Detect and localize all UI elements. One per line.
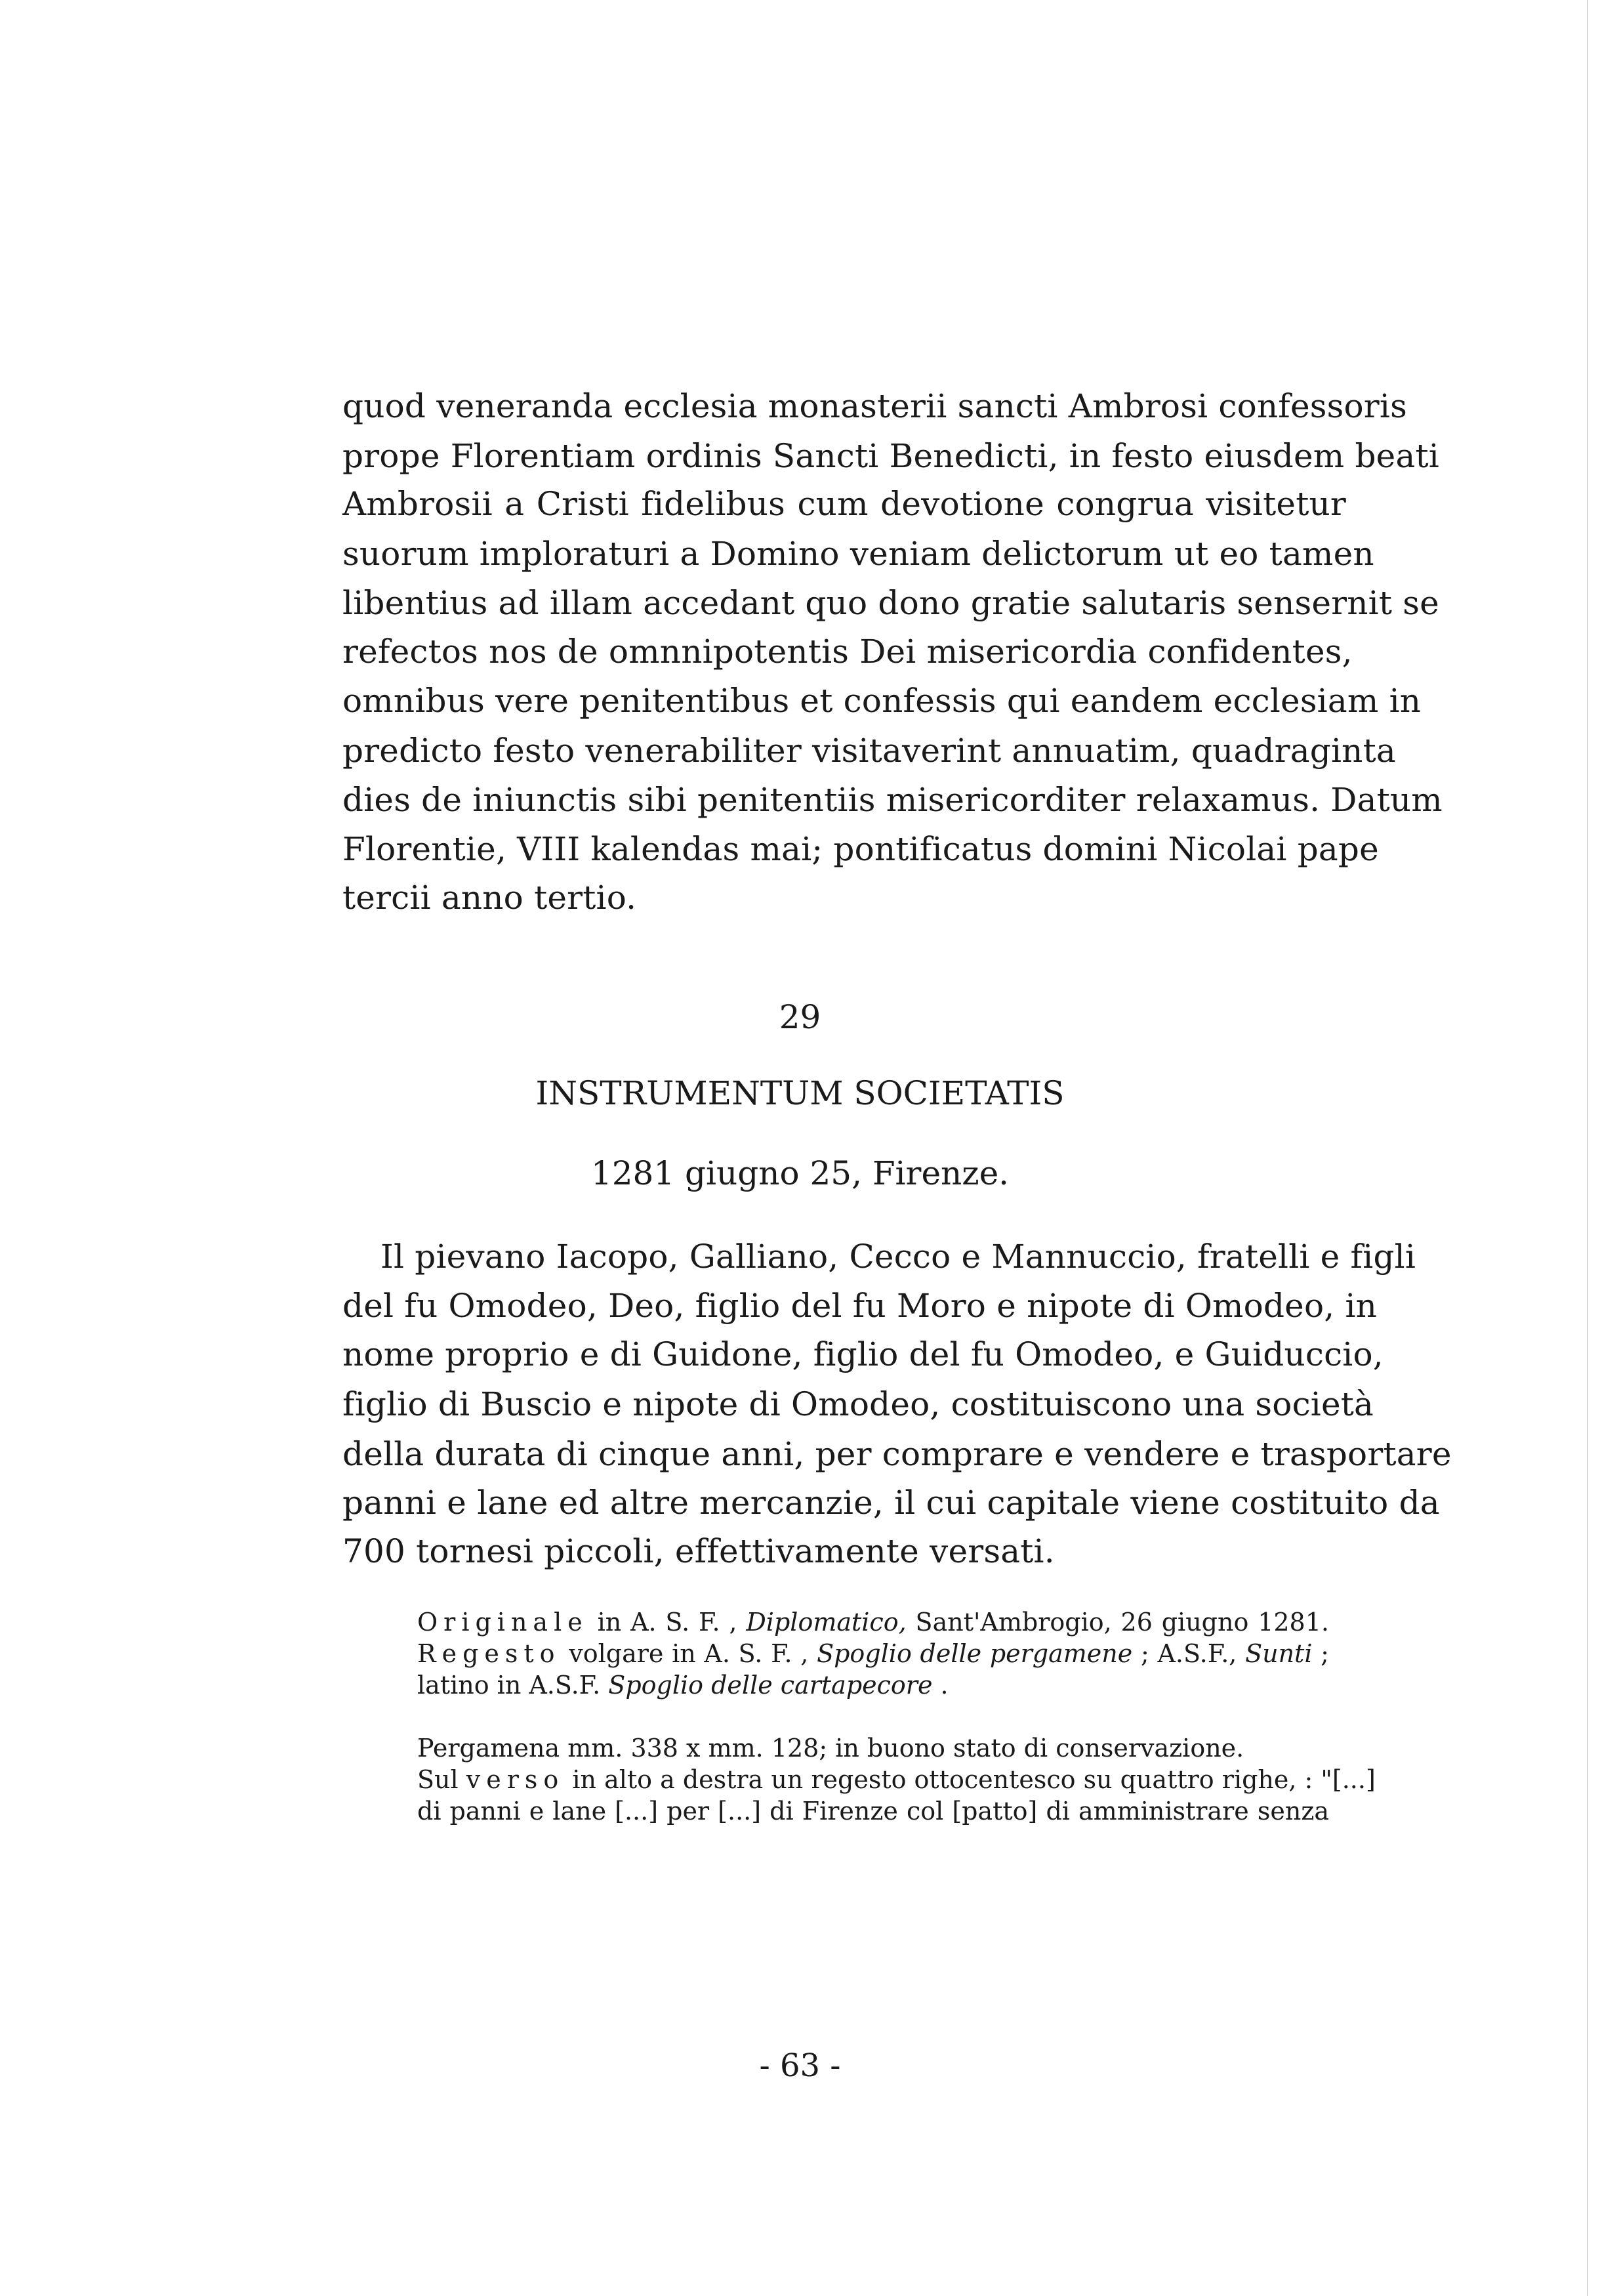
document-date: 1281 giugno 25, Firenze.	[590, 1154, 1010, 1192]
text-line: Il pievano Iacopo, Galliano, Cecco e Mannuccio, fratelli e figli	[380, 1238, 1416, 1276]
note-last-line: di panni e lane [...] per [...] di Firenze col [patto] di amministrare senza	[417, 1797, 1329, 1826]
text-line: figlio di Buscio e nipote di Omodeo, costituiscono una società	[342, 1385, 1374, 1423]
text-line: panni e lane ed altre mercanzie, il cui capitale viene costituito da	[342, 1484, 1440, 1522]
text-line: libentius ad illam accedant quo dono gratie salutaris sensernit se	[342, 584, 1439, 622]
note-latino	[417, 1669, 1329, 1701]
note-text: ;	[1321, 1639, 1329, 1668]
note-text: latino in A.S.F.	[417, 1671, 601, 1700]
note-regesto	[417, 1638, 1329, 1669]
text-line: refectos nos de omnnipotentis Dei misericordia confidentes,	[342, 633, 1353, 671]
text-line: dies de iniunctis sibi penitentiis misericorditer relaxamus. Datum	[342, 781, 1443, 819]
document-title: INSTRUMENTUM SOCIETATIS	[535, 1074, 1065, 1112]
page-number: - 63 -	[759, 2047, 841, 2084]
originale-label: Originale	[417, 1608, 588, 1637]
note-title: Diplomatico,	[746, 1608, 907, 1637]
text-line: predicto festo venerabiliter visitaverint annuatim, quadraginta	[342, 732, 1396, 770]
note-text: ; A.S.F.,	[1140, 1639, 1237, 1668]
note-text: .	[940, 1671, 949, 1700]
note-originale	[417, 1606, 1329, 1638]
text-line: della durata di cinque anni, per comprare e vendere e trasportare	[342, 1435, 1452, 1473]
note-pergamena: Pergamena mm. 338 x mm. 128; in buono stato di conservazione.	[417, 1734, 1244, 1763]
text-line: omnibus vere penitentibus et confessis qui eandem ecclesiam in	[342, 682, 1422, 720]
regesto-label: Regesto	[417, 1639, 561, 1668]
note-text: Sant'Ambrogio, 26 giugno 1281.	[915, 1608, 1329, 1637]
verso-label: verso	[466, 1765, 565, 1794]
note-title: Spoglio delle pergamene	[817, 1639, 1133, 1668]
page-edge	[1587, 0, 1588, 2296]
text-line: Florentie, VIII kalendas mai; pontificatus domini Nicolai pape	[342, 830, 1379, 868]
note-text: in alto a destra un regesto ottocentesco su quattro righe, : "[...]	[572, 1765, 1376, 1794]
text-line: prope Florentiam ordinis Sancti Benedicti, in festo eiusdem beati	[342, 437, 1439, 475]
note-text: volgare in A. S. F. ,	[569, 1639, 809, 1668]
text-line: quod veneranda ecclesia monasterii sancti Ambrosi confessoris	[342, 387, 1407, 425]
text-line: nome proprio e di Guidone, figlio del fu Omodeo, e Guiduccio,	[342, 1335, 1384, 1373]
text-line: 700 tornesi piccoli, effettivamente versati.	[342, 1532, 1055, 1570]
note-title: Sunti	[1245, 1639, 1313, 1668]
text-line: tercii anno tertio.	[342, 879, 637, 917]
note-text: Sul	[417, 1765, 459, 1794]
document-number: 29	[779, 998, 821, 1036]
text-line: Ambrosii a Cristi fidelibus cum devotione congrua visitetur	[342, 485, 1346, 523]
note-verso	[417, 1764, 1376, 1795]
text-line: suorum imploraturi a Domino veniam delictorum ut eo tamen	[342, 535, 1374, 573]
note-title: Spoglio delle cartapecore	[608, 1671, 933, 1700]
text-line: del fu Omodeo, Deo, figlio del fu Moro e nipote di Omodeo, in	[342, 1287, 1378, 1325]
note-text: in A. S. F. ,	[597, 1608, 737, 1637]
